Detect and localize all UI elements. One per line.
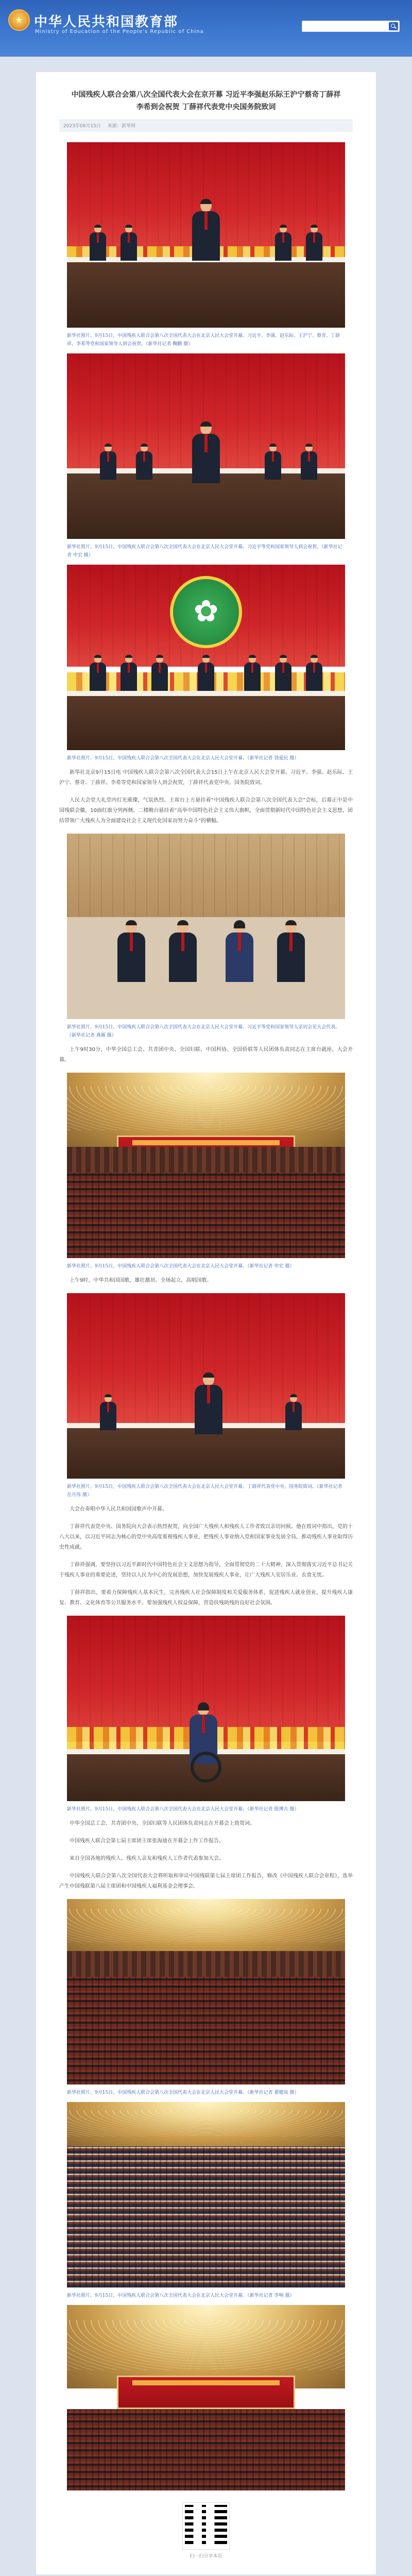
article-paragraph: 中国残疾人联合会第八次全国代表大会将听取和审议中国残联第七届主席团工作报告，修改《中国残疾人联合会章程》，选举产生中国残联第八届主席团和中国残疾人福利基金会理事会。	[59, 1873, 353, 1889]
article-paragraph: 新华社北京9月15日电 中国残疾人联合会第八次全国代表大会15日上午在北京人民大会堂开幕。习近平、李强、赵乐际、王沪宁、蔡奇、丁薛祥、李希等党和国家领导人到会祝贺，丁薛祥代表党中央、国务院致词。	[59, 770, 353, 786]
photo-podium-row	[67, 565, 345, 750]
photo-stage-leader	[67, 142, 345, 328]
article-photo	[67, 1073, 345, 1270]
article-paragraph: 上午9时30分，中华全国总工会、共青团中央、全国妇联、中国科协、全国侨联等人民团体负责同志在主席台就座，大会开幕。	[59, 1047, 353, 1063]
article-meta	[59, 120, 353, 132]
article-photo	[67, 353, 345, 560]
article-paragraph: 上午9时，中华共和国国歌，雄壮激昂。全场起立，高唱国歌。	[70, 1278, 212, 1283]
site-title[interactable]: 中华人民共和国教育部	[34, 14, 179, 30]
site-subtitle: Ministry of Education of the People's Republic of China	[35, 29, 204, 35]
article-paragraph: 来自全国各地的残疾人、残疾人亲友和残疾人工作者代表参加大会。	[70, 1856, 224, 1861]
photo-wheelchair-speaker	[67, 1616, 345, 1801]
article-paragraph: 大会在奏唱中华人民共和国国歌声中开幕。	[70, 1506, 167, 1512]
article-paragraph: 中国残疾人联合会第七届主席团主席张海迪在开幕会上作工作报告。	[70, 1838, 224, 1844]
article-photo	[67, 142, 345, 348]
article-source: 来源：新华网	[107, 124, 135, 129]
article-photo	[67, 1616, 345, 1814]
photo-waving	[67, 353, 345, 539]
photo-audience	[67, 2102, 345, 2287]
article-photo	[67, 2102, 345, 2300]
article-photo	[67, 2305, 345, 2490]
article-paragraph: 丁薛祥代表党中央、国务院向大会表示热烈祝贺，向全国广大残疾人和残疾人工作者致以亲切问候。他在致词中指出，党的十八大以来，以习近平同志为核心的党中央高度重视残疾人事业，把残疾人事业纳入党和国家事业发展全局，推动残疾人事业取得历史性成就。	[59, 1524, 353, 1550]
article-paragraph: 中华全国总工会、共青团中央、全国妇联等人民团体负责同志在开幕会上致贺词。	[70, 1821, 255, 1826]
site-header	[0, 0, 412, 57]
search-icon[interactable]	[389, 22, 398, 30]
photo-great-hall-wide	[67, 1073, 345, 1258]
photo-caption: 新华社照片。9月15日，中国残疾人联合会第八次全国代表大会在北京人民大会堂开幕。（新华社记者 殷博古 摄）	[67, 1807, 299, 1812]
article-paragraph: 丁薛祥指出，要着力保障残疾人基本民生，完善残疾人社会保障制度和关爱服务体系，促进残疾人就业创业，提升残疾人康复、教育、文化体育等公共服务水平。要加强残疾人权益保障，营造扶残助残的良好社会氛围。	[59, 1590, 353, 1606]
photo-caption: 新华社照片。9月15日，中国残疾人联合会第八次全国代表大会在北京人民大会堂开幕。（新华社记者 李响 摄）	[67, 2293, 295, 2298]
article-title: 中国残疾人联合会第八次全国代表大会在京开幕 习近平李强赵乐际王沪宁蔡奇丁薛祥李希到会祝贺 丁薛祥代表党中央国务院致词	[71, 91, 341, 111]
article-photo	[67, 1293, 345, 1499]
photo-hall-panorama	[67, 2305, 345, 2490]
article-photo	[67, 1899, 345, 2097]
national-emblem-icon[interactable]	[8, 9, 30, 31]
page-body	[0, 57, 412, 2576]
photo-meeting-delegates	[67, 834, 345, 1019]
photo-caption: 新华社照片。9月15日，中国残疾人联合会第八次全国代表大会在北京人民大会堂开幕。习近平等党和国家领导人亲切会见大会代表。（新华社记者 燕雁 摄）	[67, 1025, 340, 1038]
qr-caption: 扫一扫分享本页	[190, 2554, 222, 2559]
qr-code	[183, 2503, 229, 2549]
article-photo	[67, 834, 345, 1040]
article-paragraph: 人民大会堂大礼堂内灯光璀璨，气氛热烈。主席台上方悬挂着“中国残疾人联合会第八次全国代表大会”会标，后幕正中是中国残联会徽，10面红旗分列两侧。二楼眺台悬挂着“高举中国特色社会主义伟大旗帜，全面贯彻新时代中国特色社会主义思想，团结带领广大残疾人为全面建设社会主义现代化国家而努力奋斗”的横幅。	[59, 798, 353, 824]
photo-caption: 新华社照片。9月15日，中国残疾人联合会第八次全国代表大会在北京人民大会堂开幕。习近平、李强、赵乐际、王沪宁、蔡奇、丁薛祥、李希等党和国家领导人到会祝贺。（新华社记者 鞠鹏 摄）	[67, 333, 340, 347]
photo-caption: 新华社照片。9月15日，中国残疾人联合会第八次全国代表大会在北京人民大会堂开幕。（新华社记者 饶爱民 摄）	[67, 756, 299, 761]
article	[36, 72, 376, 2574]
photo-caption: 新华社照片。9月15日，中国残疾人联合会第八次全国代表大会在北京人民大会堂开幕。（新华社记者 申宏 摄）	[67, 1264, 295, 1269]
publish-date: 2023年09月15日	[63, 124, 101, 129]
photo-delegates-seats	[67, 1899, 345, 2084]
photo-speaker-podium	[67, 1293, 345, 1479]
article-paragraph: 丁薛祥强调，要坚持以习近平新时代中国特色社会主义思想为指导，全面贯彻党的二十大精神，深入贯彻落实习近平总书记关于残疾人事业的重要论述，坚持以人民为中心的发展思想，加快发展残疾人事业，让广大残疾人安居乐业、衣食无忧。	[59, 1562, 353, 1578]
photo-caption: 新华社照片。9月15日，中国残疾人联合会第八次全国代表大会在北京人民大会堂开幕。丁薛祥代表党中央、国务院致词。（新华社记者 岳月伟 摄）	[67, 1484, 342, 1498]
search-box[interactable]	[302, 21, 400, 32]
article-photo	[67, 565, 345, 762]
photo-caption: 新华社照片。9月15日，中国残疾人联合会第八次全国代表大会在北京人民大会堂开幕。习近平等党和国家领导人到会祝贺。（新华社记者 申宏 摄）	[67, 545, 342, 558]
search-input[interactable]	[302, 23, 385, 33]
photo-caption: 新华社照片。9月15日，中国残疾人联合会第八次全国代表大会在北京人民大会堂开幕。（新华社记者 翟健岚 摄）	[67, 2090, 299, 2095]
